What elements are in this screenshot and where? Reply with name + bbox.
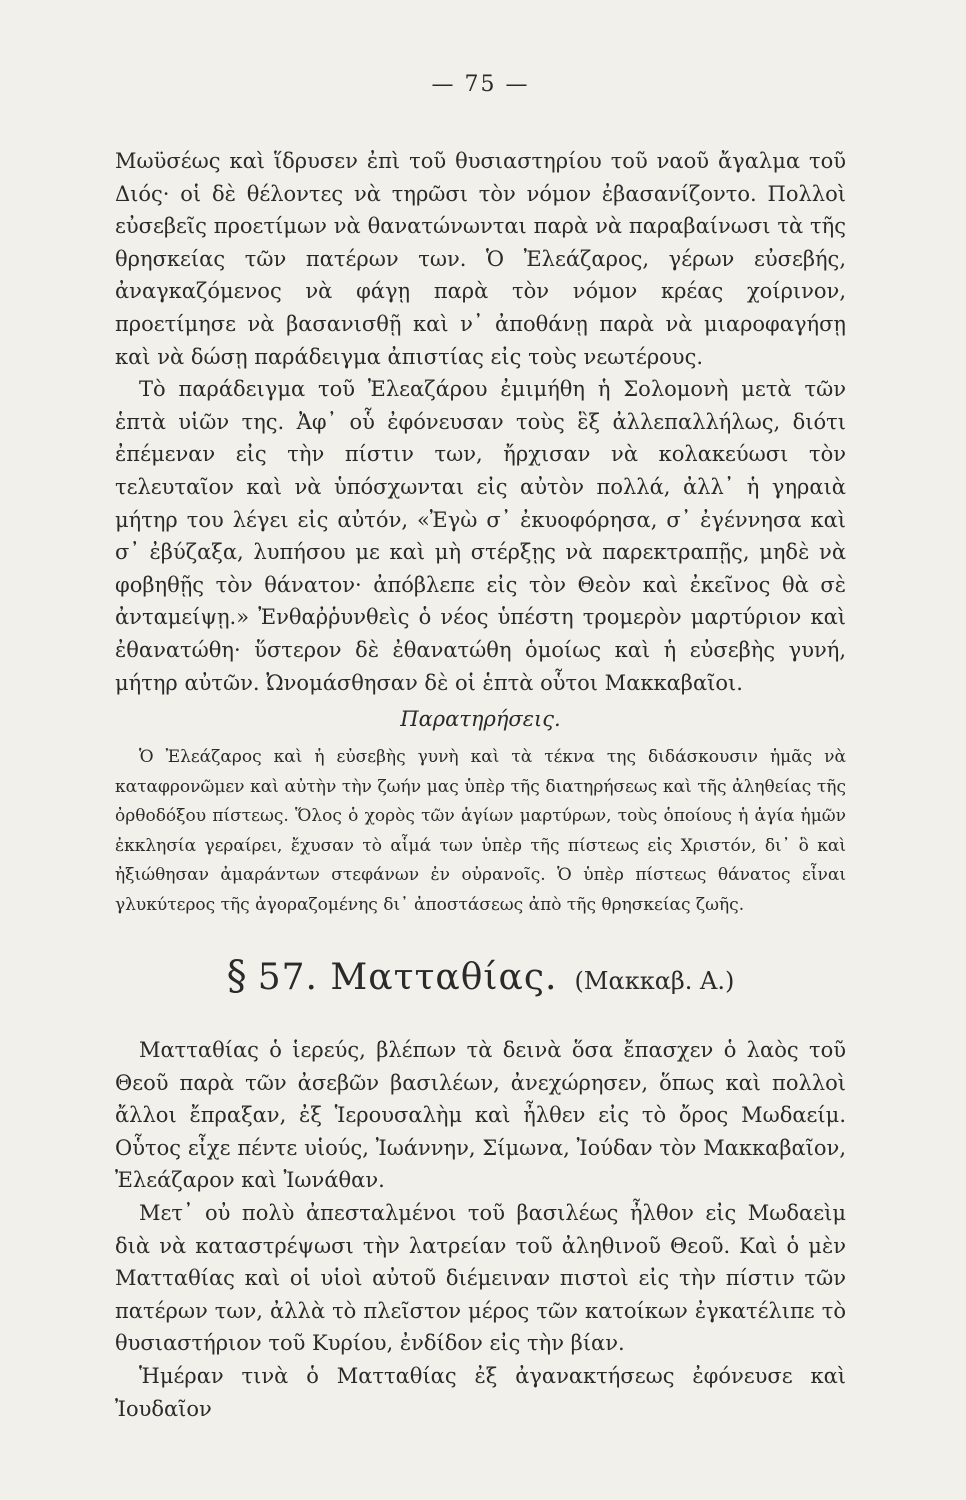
section-title: 57. Ματταθίας. bbox=[257, 957, 558, 999]
paragraph-mattathias: Ματταθίας ὁ ἱερεύς, βλέπων τὰ δεινὰ ὅσα ἔπασχεν ὁ λαὸς τοῦ Θεοῦ παρὰ τῶν ἀσεβῶν βασιλέων, ἀνεχώρησεν, ὅπως καὶ πολλοὶ ἄλλοι ἔπραξαν, ἐξ Ἱερουσαλὴμ καὶ ἦλθεν εἰς τὸ ὄρος Μωδαείμ. Οὗτος εἶχε πέντε υἱούς, Ἰωάννην, Σίμωνα, Ἰούδαν τὸν Μακκαβαῖον, Ἐλεάζαρον καὶ Ἰωνάθαν. bbox=[115, 1038, 846, 1193]
paragraph-modein: Μετ᾽ οὐ πολὺ ἀπεσταλμένοι τοῦ βασιλέως ἦλθον εἰς Μωδαεὶμ διὰ νὰ καταστρέψωσι τὴν λατρείαν τοῦ ἀληθινοῦ Θεοῦ. Καὶ ὁ μὲν Ματταθίας καὶ οἱ υἱοὶ αὐτοῦ διέμειναν πιστοὶ εἰς τὴν πίστιν τῶν πατέρων των, ἀλλὰ τὸ πλεῖστον μέρος τῶν κατοίκων ἐγκατέλιπε τὸ θυσιαστήριον τοῦ Κυρίου, ἐνδίδον εἰς τὴν βίαν. bbox=[115, 1201, 846, 1356]
observations-heading: Παρατηρήσεις. bbox=[400, 707, 561, 732]
paragraph-solomone: Τὸ παράδειγμα τοῦ Ἐλεαζάρου ἐμιμήθη ἡ Σολομονὴ μετὰ τῶν ἑπτὰ υἱῶν της. Ἀφ᾽ οὗ ἐφόνευσαν τοὺς ἓξ ἀλλεπαλλήλως, διότι ἐπέμεναν εἰς τὴν πίστιν των, ἤρχισαν νὰ κολακεύωσι τὸν τελευταῖον καὶ νὰ ὑπόσχωνται εἰς αὐτὸν πολλά, ἀλλ᾽ ἡ γηραιὰ μήτηρ του λέγει εἰς αὐτόν, «Ἐγὼ σ᾽ ἐκυοφόρησα, σ᾽ ἐγέννησα καὶ σ᾽ ἐβύζαξα, λυπήσου με καὶ μὴ στέρξῃς νὰ παρεκτραπῇς, μηδὲ νὰ φοβηθῇς τὸν θάνατον· ἀπόβλεπε εἰς τὸν Θεὸν καὶ ἐκεῖνος θὰ σὲ ἀνταμείψῃ.» Ἐνθαῤῥυνθεὶς ὁ νέος ὑπέστη τρομερὸν μαρτύριον καὶ ἐθανατώθη· ὕστερον δὲ ἐθανατώθη ὁμοίως καὶ ἡ εὐσεβὴς γυνή, μήτηρ αὐτῶν. Ὠνομάσθησαν δὲ οἱ ἑπτὰ οὗτοι Μακκαβαῖοι. bbox=[115, 377, 846, 695]
section-symbol: § bbox=[226, 953, 247, 1000]
section-heading bbox=[115, 952, 846, 1008]
observations-text: Ὁ Ἐλεάζαρος καὶ ἡ εὐσεβὴς γυνὴ καὶ τὰ τέκνα της διδάσκουσιν ἡμᾶς νὰ καταφρονῶμεν καὶ αὐτὴν τὴν ζωήν μας ὑπὲρ τῆς διατηρήσεως καὶ τῆς ἀληθείας τῆς ὀρθοδόξου πίστεως. Ὅλος ὁ χορὸς τῶν ἁγίων μαρτύρων, τοὺς ὁποίους ἡ ἁγία ἡμῶν ἐκκλησία γεραίρει, ἔχυσαν τὸ αἷμά των ὑπὲρ τῆς πίστεως εἰς Χριστόν, δι᾽ ὃ καὶ ἠξιώθησαν ἀμαράντων στεφάνων ἐν οὐρανοῖς. Ὁ ὑπὲρ πίστεως θάνατος εἶναι γλυκύτερος τῆς ἀγοραζομένης δι᾽ ἀποστάσεως ἀπὸ τῆς θρησκείας ζωῆς. bbox=[115, 747, 846, 915]
paragraph-eleazar: Μωϋσέως καὶ ἵδρυσεν ἐπὶ τοῦ θυσιαστηρίου τοῦ ναοῦ ἄγαλμα τοῦ Διός· οἱ δὲ θέλοντες νὰ τηρῶσι τὸν νόμον ἐβασανίζοντο. Πολλοὶ εὐσεβεῖς προετίμων νὰ θανατώνωνται παρὰ νὰ παραβαίνωσι τὰ τῆς θρησκείας τῶν πατέρων των. Ὁ Ἐλεάζαρος, γέρων εὐσεβής, ἀναγκαζόμενος νὰ φάγῃ παρὰ τὸν νόμον κρέας χοίρινον, προετίμησε νὰ βασανισθῇ καὶ ν᾽ ἀποθάνῃ παρὰ νὰ μιαροφαγήσῃ καὶ νὰ δώσῃ παράδειγμα ἀπιστίας εἰς τοὺς νεωτέρους. bbox=[115, 149, 846, 369]
page-number: — 75 — bbox=[431, 72, 530, 97]
paragraph-final: Ἡμέραν τινὰ ὁ Ματταθίας ἐξ ἀγανακτήσεως ἐφόνευσε καὶ Ἰουδαῖον bbox=[115, 1364, 846, 1421]
section-reference: (Μακκαβ. Α.) bbox=[574, 967, 735, 996]
